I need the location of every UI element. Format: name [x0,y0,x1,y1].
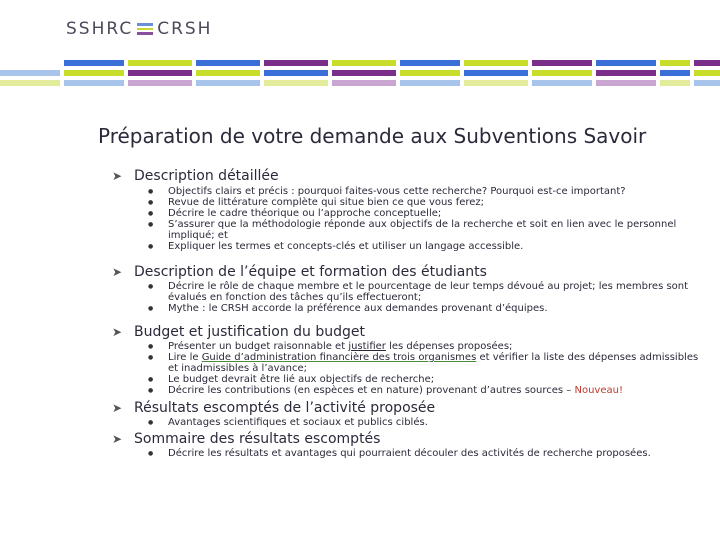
sshrc-crsh-logo [66,18,212,40]
list-item: ● Expliquer les termes et concepts-clés et utiliser un langage accessible. [148,241,708,252]
section-heading-description [112,168,279,184]
list-item: ● Avantages scientifiques et sociaux et publics ciblés. [148,417,708,428]
section-heading-label: Budget et justification du budget [134,324,365,340]
section-heading-team [112,264,487,280]
list-item: ● S’assurer que la méthodologie réponde aux objectifs de la recherche et soit en lien avec le personnel impliqué; et [148,219,708,241]
list-item: ● Décrire les résultats et avantages qui pourraient découler des activités de recherche proposées. [148,448,708,459]
list-item: ● Le budget devrait être lié aux objectifs de recherche; [148,374,708,385]
justify-link[interactable]: justifier [348,341,386,352]
section-heading-label: Description de l’équipe et formation des étudiants [134,264,487,280]
section-heading-summary [112,431,380,447]
section-list-summary [148,448,708,459]
list-item: ● Décrire le cadre théorique ou l’approche conceptuelle; [148,208,708,219]
section-list-budget [148,341,708,396]
logo-mark-icon [137,22,153,36]
list-item: ● Décrire les contributions (en espèces et en nature) provenant d’autres sources – Nouveau! [148,385,708,396]
new-badge: Nouveau! [574,385,623,396]
list-item: ● Lire le Guide d’administration financière des trois organismes et vérifier la liste des dépenses admissibles et inadmissibles à l’avance; [148,352,708,374]
section-heading-label: Sommaire des résultats escomptés [134,431,381,447]
list-item: ● Mythe : le CRSH accorde la préférence aux demandes provenant d’équipes. [148,303,708,314]
list-item: ● Revue de littérature complète qui situe bien ce que vous ferez; [148,197,708,208]
arrow-bullet-icon: ➤ [112,432,123,446]
arrow-bullet-icon: ➤ [112,325,123,339]
header-color-stripes [0,58,720,98]
section-heading-budget [112,324,365,340]
section-heading-results [112,400,435,416]
list-item: ● Présenter un budget raisonnable et justifier les dépenses proposées; [148,341,708,352]
arrow-bullet-icon: ➤ [112,169,123,183]
list-item: ● Objectifs clairs et précis : pourquoi faites-vous cette recherche? Pourquoi est-ce important? [148,186,708,197]
section-list-team [148,281,708,314]
section-heading-label: Description détaillée [134,168,279,184]
page-title: Préparation de votre demande aux Subventions Savoir [98,124,647,148]
arrow-bullet-icon: ➤ [112,401,123,415]
logo-crsh-text: CRSH [157,19,213,39]
logo-sshrc-text: SSHRC [66,19,134,39]
arrow-bullet-icon: ➤ [112,265,123,279]
section-heading-label: Résultats escomptés de l’activité proposée [134,400,436,416]
section-list-results [148,417,708,428]
financial-guide-link[interactable]: Guide d’administration financière des trois organismes [201,352,477,363]
list-item: ● Décrire le rôle de chaque membre et le pourcentage de leur temps dévoué au projet; les membres sont évalués en fonction des tâches qu’ils effectueront; [148,281,708,303]
section-list-description [148,186,708,252]
